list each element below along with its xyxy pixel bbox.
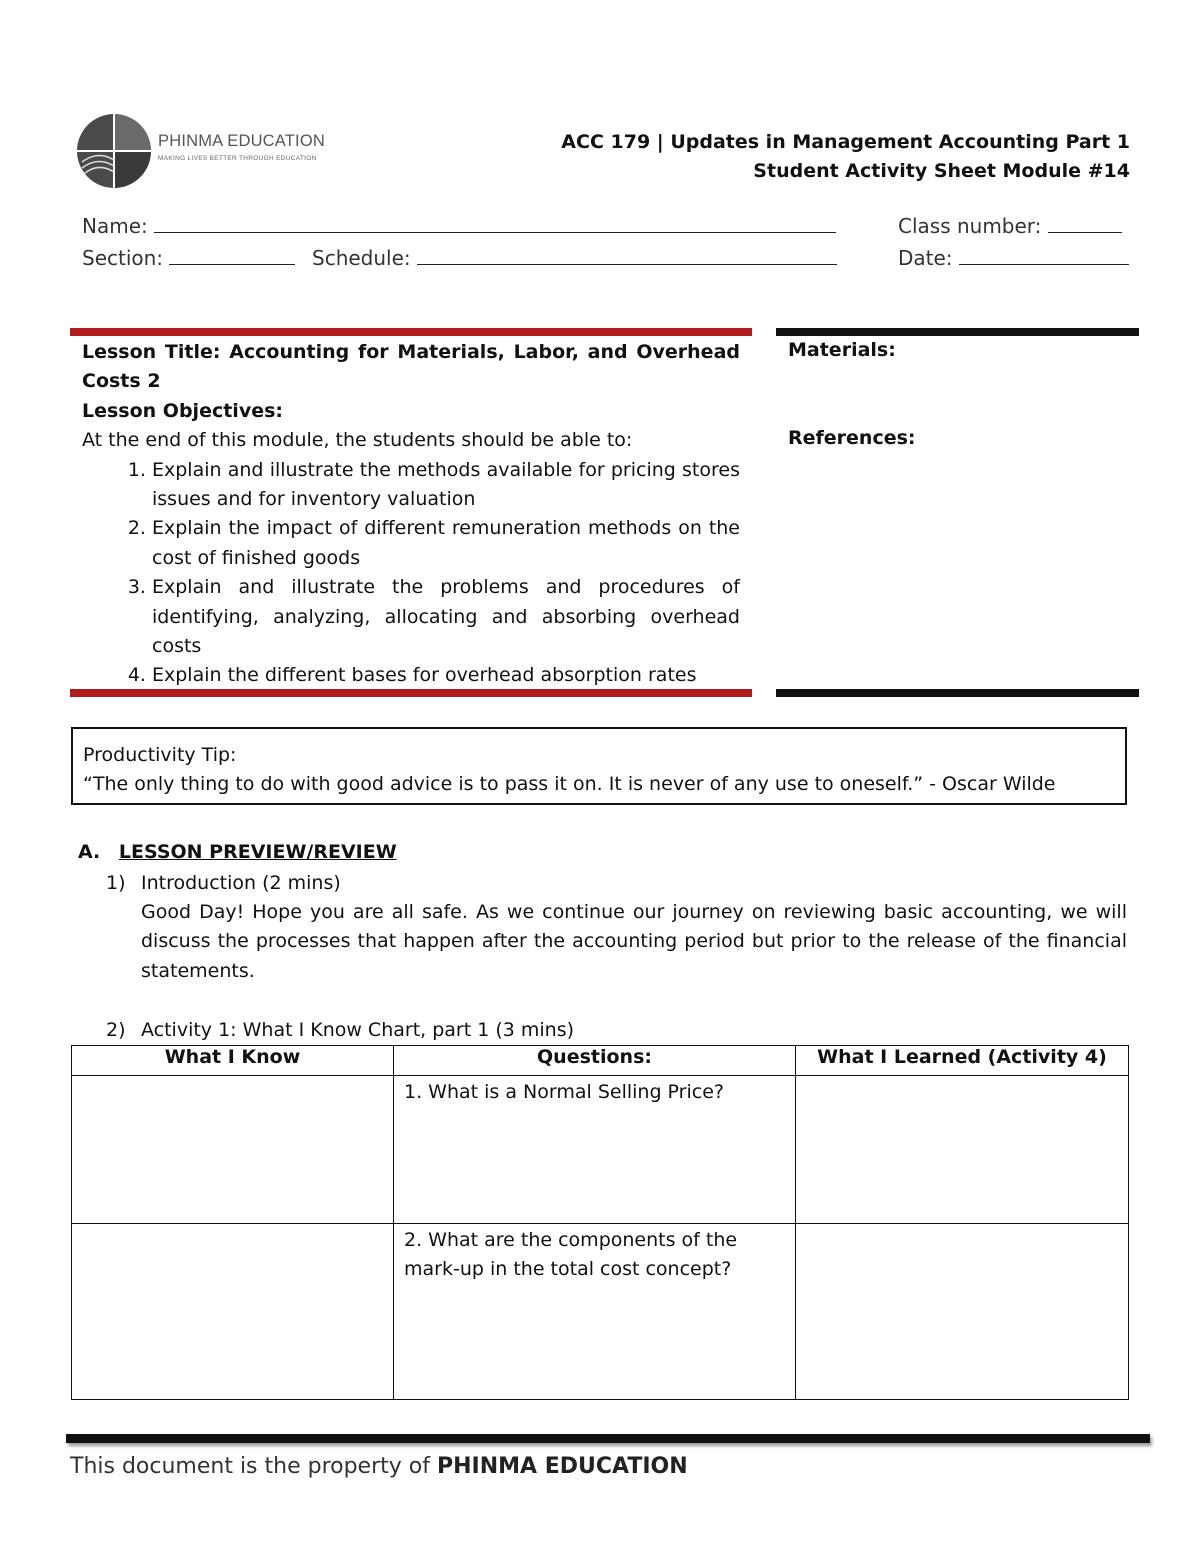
date-field[interactable] bbox=[898, 246, 1129, 270]
question-cell: 1. What is a Normal Selling Price? bbox=[394, 1076, 796, 1224]
lesson-title: Lesson Title: Accounting for Materials, Labor, and Overhead Costs 2 bbox=[82, 341, 740, 393]
what-i-know-chart bbox=[71, 1045, 1129, 1400]
footer-prefix: This document is the property of bbox=[70, 1454, 437, 1479]
question-cell: 2. What are the components of the mark-up in the total cost concept? bbox=[394, 1224, 796, 1400]
table-header-row bbox=[72, 1046, 1129, 1076]
date-blank[interactable] bbox=[959, 246, 1129, 265]
date-label: Date: bbox=[898, 246, 953, 270]
lesson-intro: At the end of this module, the students should be able to: bbox=[82, 429, 633, 452]
objectives-list bbox=[82, 456, 740, 691]
objective-item: 3. Explain and illustrate the problems and procedures of identifying, analyzing, allocating and absorbing overhead costs bbox=[152, 573, 740, 661]
section-a-title: LESSON PREVIEW/REVIEW bbox=[118, 841, 397, 863]
col-what-i-learned: What I Learned (Activity 4) bbox=[796, 1046, 1129, 1076]
intro-title: Introduction (2 mins) bbox=[141, 872, 341, 894]
logo-name: PHINMA EDUCATION bbox=[158, 132, 325, 150]
table-row bbox=[72, 1076, 1129, 1224]
objective-item: 4. Explain the different bases for overhead absorption rates bbox=[152, 661, 740, 690]
know-cell[interactable] bbox=[72, 1224, 394, 1400]
sheet-title: Student Activity Sheet Module #14 bbox=[753, 160, 1130, 182]
lesson-top-rule bbox=[70, 328, 752, 336]
phinma-logo bbox=[74, 112, 334, 190]
productivity-tip-box bbox=[71, 727, 1127, 805]
activity-title: Activity 1: What I Know Chart, part 1 (3 mins) bbox=[141, 1019, 575, 1041]
logo-emblem-icon bbox=[74, 112, 154, 190]
intro-text: Good Day! Hope you are all safe. As we continue our journey on reviewing basic accounting, we will discuss the processes that happen after the accounting period but prior to the release of the financial statements. bbox=[141, 901, 1127, 982]
tip-quote: “The only thing to do with good advice is to pass it on. It is never of any use to oneself.” - Oscar Wilde bbox=[83, 772, 1056, 795]
activity-num: 2) bbox=[106, 1019, 126, 1041]
table-row bbox=[72, 1224, 1129, 1400]
objective-item: 1. Explain and illustrate the methods available for pricing stores issues and for inventory valuation bbox=[152, 456, 740, 515]
lesson-objectives-label: Lesson Objectives: bbox=[82, 399, 283, 422]
class-number-field[interactable] bbox=[898, 214, 1122, 238]
class-number-label: Class number: bbox=[898, 214, 1042, 238]
intro-num: 1) bbox=[106, 872, 126, 894]
learned-cell[interactable] bbox=[796, 1076, 1129, 1224]
objective-item: 2. Explain the impact of different remuneration methods on the cost of finished goods bbox=[152, 514, 740, 573]
know-cell[interactable] bbox=[72, 1076, 394, 1224]
schedule-field[interactable] bbox=[312, 246, 837, 270]
name-blank[interactable] bbox=[154, 214, 836, 233]
learned-cell[interactable] bbox=[796, 1224, 1129, 1400]
footer-text bbox=[70, 1454, 688, 1479]
class-number-blank[interactable] bbox=[1048, 214, 1122, 233]
name-label: Name: bbox=[82, 214, 148, 238]
course-title: ACC 179 | Updates in Management Accounting Part 1 bbox=[561, 131, 1130, 153]
section-blank[interactable] bbox=[169, 246, 295, 265]
tip-label: Productivity Tip: bbox=[83, 744, 237, 766]
footer-owner: PHINMA EDUCATION bbox=[436, 1454, 688, 1479]
name-field[interactable] bbox=[82, 214, 836, 238]
lesson-block bbox=[82, 338, 740, 691]
section-field[interactable] bbox=[82, 246, 295, 270]
section-a-letter: A. bbox=[78, 841, 101, 863]
schedule-label: Schedule: bbox=[312, 246, 411, 270]
side-top-rule bbox=[776, 328, 1139, 336]
logo-tagline: MAKING LIVES BETTER THROUGH EDUCATION bbox=[158, 155, 317, 162]
col-questions: Questions: bbox=[394, 1046, 796, 1076]
section-a-heading bbox=[78, 841, 397, 863]
footer-rule bbox=[66, 1434, 1150, 1443]
references-label: References: bbox=[788, 427, 916, 449]
section-label: Section: bbox=[82, 246, 164, 270]
materials-label: Materials: bbox=[788, 339, 896, 361]
side-bottom-rule bbox=[776, 689, 1139, 697]
col-what-i-know: What I Know bbox=[72, 1046, 394, 1076]
schedule-blank[interactable] bbox=[417, 246, 837, 265]
